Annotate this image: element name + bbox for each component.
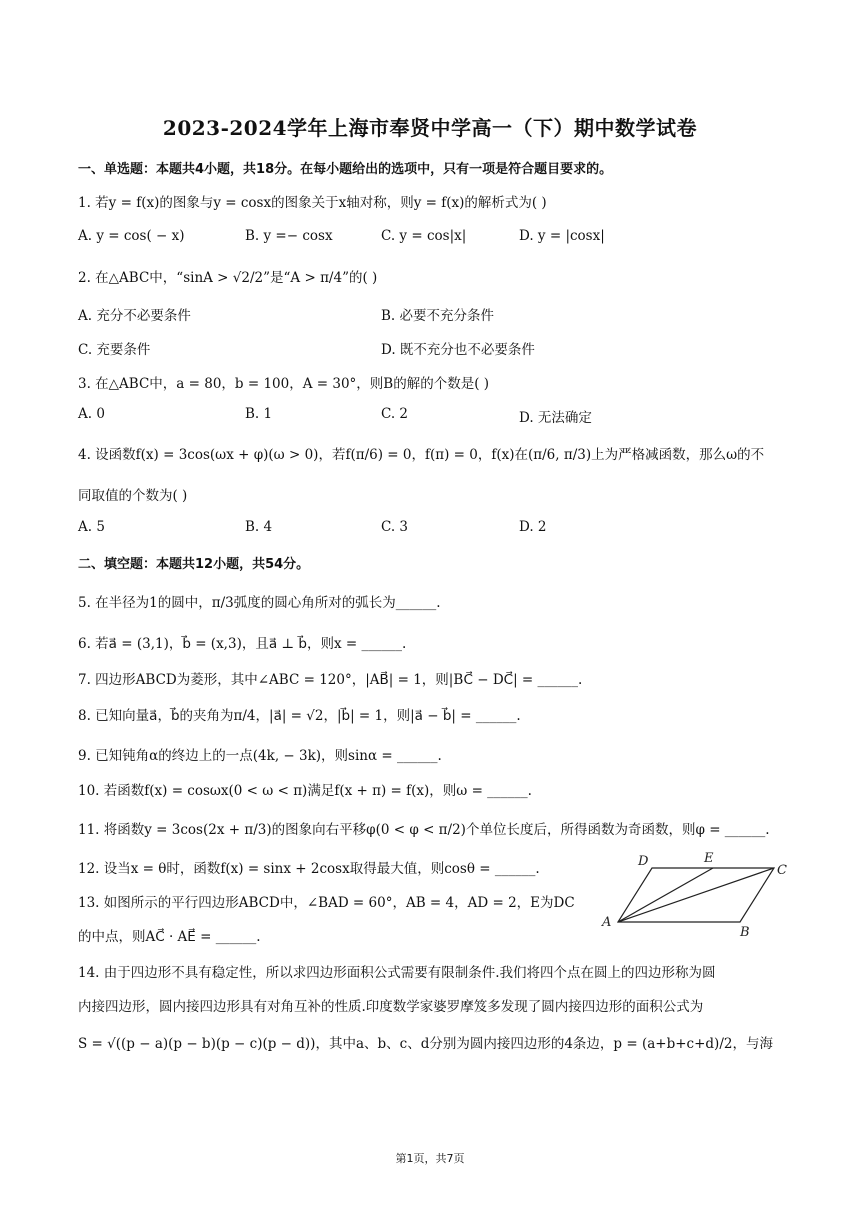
label-a: A [602,915,612,930]
q4-option-b: B. 4 [245,519,273,535]
question-14-line2: 内接四边形，圆内接四边形具有对角互补的性质.印度数学家婆罗摩笈多发现了圆内接四边形的面积公式为 [78,999,704,1015]
question-12: 12. 设当x = θ时，函数f(x) = sinx + 2cosx取得最大值，则cosθ = ______. [78,861,540,877]
question-13: 13. 如图所示的平行四边形ABCD中，∠BAD = 60°，AB = 4，AD = 2，E为DC [78,895,575,911]
question-10: 10. 若函数f(x) = cosωx(0 < ω < π)满足f(x + π) = f(x)，则ω = ______. [78,783,532,799]
page-title: 2023-2024学年上海市奉贤中学高一（下）期中数学试卷 [162,116,698,140]
question-3: 3. 在△ABC中，a = 80，b = 100，A = 30°，则B的解的个数是( ) [78,376,490,392]
q2-option-c: C. 充要条件 [78,342,151,358]
q2-option-d: D. 既不充分也不必要条件 [381,342,535,358]
question-8: 8. 已知向量a⃗，b⃗的夹角为π/4，|a⃗| = √2，|b⃗| = 1，则|a⃗ − b⃗| = ______. [78,708,521,724]
question-7: 7. 四边形ABCD为菱形，其中∠ABC = 120°，|AB⃗| = 1，则|BC⃗ − DC⃗| = ______. [78,672,583,688]
question-14-line1: 14. 由于四边形不具有稳定性，所以求四边形面积公式需要有限制条件.我们将四个点在圆上的四边形称为圆 [78,965,716,981]
label-e: E [704,851,714,866]
q4-option-a: A. 5 [78,519,105,535]
q4-option-d: D. 2 [519,519,547,535]
q2-option-a: A. 充分不必要条件 [78,308,191,324]
question-4-cont: 同取值的个数为( ) [78,488,188,504]
q3-option-c: C. 2 [381,406,409,422]
question-1: 1. 若y = f(x)的图象与y = cosx的图象关于x轴对称，则y = f(x)的解析式为( ) [78,195,547,211]
q2-option-b: B. 必要不充分条件 [381,308,495,324]
segment-ae [618,868,713,922]
question-11: 11. 将函数y = 3cos(2x + π/3)的图象向右平移φ(0 < φ < π/2)个单位长度后，所得函数为奇函数，则φ = ______. [78,822,770,838]
q1-option-a: A. y = cos( − x) [78,228,185,244]
label-d: D [638,854,649,869]
question-2: 2. 在△ABC中，“sinA > √2/2”是“A > π/4”的( ) [78,270,378,286]
q3-option-b: B. 1 [245,406,273,422]
question-13-cont: 的中点，则AC⃗ · AE⃗ = ______. [78,929,261,945]
q3-option-d: D. 无法确定 [519,410,592,426]
parallelogram-figure [596,848,796,938]
question-5: 5. 在半径为1的圆中，π/3弧度的圆心角所对的弧长为______. [78,595,441,611]
q3-option-a: A. 0 [78,406,105,422]
q4-option-c: C. 3 [381,519,409,535]
question-9: 9. 已知钝角α的终边上的一点(4k, − 3k)，则sinα = ______. [78,748,442,764]
question-6: 6. 若a⃗ = (3,1)，b⃗ = (x,3)，且a⃗ ⊥ b⃗，则x = ______. [78,636,407,652]
question-4: 4. 设函数f(x) = 3cos(ωx + φ)(ω > 0)，若f(π/6) = 0，f(π) = 0，f(x)在(π/6, π/3)上为严格减函数，那么ω的不 [78,447,765,463]
section-1-heading: 一、单选题：本题共4小题，共18分。在每小题给出的选项中，只有一项是符合题目要求的。 [78,162,613,177]
q1-option-b: B. y =− cosx [245,228,333,244]
diagonal-ac [618,868,774,922]
page-footer: 第1页，共7页 [395,1152,465,1165]
q1-option-c: C. y = cos|x| [381,228,467,244]
section-2-heading: 二、填空题：本题共12小题，共54分。 [78,557,310,572]
label-c: C [777,863,787,878]
q1-option-d: D. y = |cosx| [519,228,605,244]
question-14-line3: S = √((p − a)(p − b)(p − c)(p − d))，其中a、b、c、d分别为圆内接四边形的4条边，p = (a+b+c+d)/2，与海 [78,1036,773,1052]
label-b: B [740,925,750,938]
